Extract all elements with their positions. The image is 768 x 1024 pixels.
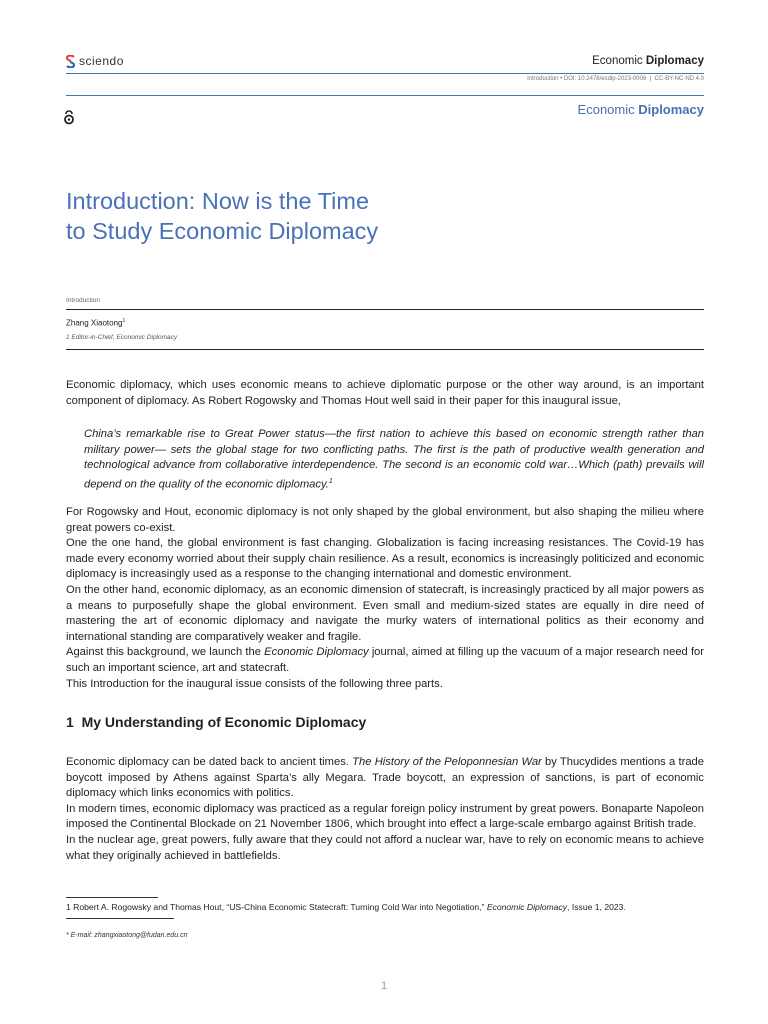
sciendo-s-icon <box>66 55 75 68</box>
body-block-1 <box>66 505 704 692</box>
p7-a: Economic diplomacy can be dated back to ancient times. <box>66 756 353 768</box>
journal2-prefix: Economic <box>577 102 639 117</box>
article-title <box>66 186 586 246</box>
journal-bold: Diplomacy <box>645 55 704 67</box>
author <box>66 318 125 328</box>
author-email: * E-mail: zhangxiaotong@fudan.edu.cn <box>66 932 188 939</box>
p6-text: This Introduction for the inaugural issue consists of the following three parts. <box>66 677 443 690</box>
p5-text <box>66 645 704 676</box>
header-rule <box>66 73 704 74</box>
author-rule <box>66 349 704 350</box>
open-access-icon <box>63 109 75 130</box>
p5-em: Economic Diplomacy <box>264 646 369 659</box>
footnote-rule-2 <box>66 918 174 919</box>
fn-b: , Issue 1, 2023. <box>567 902 626 912</box>
header-meta: Introduction • DOI: 10.2478/ecdip-2023-0006 | CC-BY-NC-ND 4.0 <box>527 76 704 82</box>
footnote-rule <box>66 897 158 898</box>
p7-b: by Thucydides mentions a trade boycott imposed by Athens against Sparta’s ally Megara. Trade boycott, an expression of sanctions, is part of economic diplomacy which links economics with politics. <box>66 756 704 800</box>
publisher-logo <box>66 54 124 68</box>
title-line-1: Introduction: Now is the Time <box>66 188 370 214</box>
p7-em: The History of the Peloponnesian War <box>352 756 542 768</box>
p9-text: In the nuclear age, great powers, fully aware that they could not afford a nuclear war, have to rely on economic means to achieve what they originally achieved in battlefields. <box>66 833 704 862</box>
block-quote <box>84 427 704 493</box>
journal-prefix: Economic <box>592 55 646 67</box>
p7-text <box>66 755 704 802</box>
body-block-2 <box>66 755 704 864</box>
page-number: 1 <box>380 980 388 992</box>
p5-a: Against this background, we launch the <box>66 646 265 659</box>
p2-text: For Rogowsky and Hout, economic diplomacy is not only shaped by the global environment, but also shaping the milieu where great powers co-exist. <box>66 506 704 534</box>
affiliation: 1 Editor-in-Chief, Economic Diplomacy <box>66 334 178 341</box>
section-rule <box>66 309 704 310</box>
publisher-name: sciendo <box>79 54 124 68</box>
paragraph-1 <box>66 378 704 409</box>
quote-sup: 1 <box>328 477 333 485</box>
author-sup: 1 <box>122 318 126 324</box>
fn-em: Economic Diplomacy <box>486 902 568 912</box>
p5-b: journal, aimed at filling up the vacuum of a major research need for such an important science, art and statecraft. <box>66 646 704 674</box>
author-name: Zhang Xiaotong <box>66 318 123 328</box>
journal-wordmark <box>578 102 704 117</box>
p3-text: One the one hand, the global environment is fast changing. Globalization is facing increasing resistances. The Covid-19 has made every economy worried about their supply chain resilience. As a result, economics is increasingly politicized and economic diplomacy is increasingly used as a response to the changing international and domestic environment. <box>66 537 704 581</box>
section-heading: 1 My Understanding of Economic Diplomacy <box>66 714 367 730</box>
header-rule-2 <box>66 95 704 96</box>
section-tag: Introduction <box>66 297 100 304</box>
journal2-bold: Diplomacy <box>638 102 704 117</box>
p4-text: On the other hand, economic diplomacy, as an economic dimension of statecraft, is increasingly practiced by all major powers as a means to purposefully shape the global environment. Even small and medium-sized states are equally in dire need of mastering the art of economic diplomacy and navigate the murky waters of international politics as their economy and international standing are comparatively weaker and fragile. <box>66 583 704 643</box>
fn-a: 1 Robert A. Rogowsky and Thomas Hout, “US-China Economic Statecraft: Turning Cold War into Negotiation,” <box>66 902 487 912</box>
footnote-1 <box>66 902 706 912</box>
title-line-2: to Study Economic Diplomacy <box>66 218 379 244</box>
p8-text: In modern times, economic diplomacy was practiced as a regular foreign policy instrument by great powers. Bonaparte Napoleon imposed the Continental Blockade on 21 November 1806, which brought into effect a large-scale embargo against British trade. <box>66 802 704 831</box>
header-journal-title <box>592 55 704 67</box>
p1-text: Economic diplomacy, which uses economic means to achieve diplomatic purpose or the other way around, is an important component of diplomacy. As Robert Rogowsky and Thomas Hout well said in their paper for this inaugural issue, <box>66 379 704 407</box>
quote-text: China’s remarkable rise to Great Power status—the first nation to achieve this based on economic strength rather than military power— sets the global stage for two conflicting paths. The first is the path of productive wealth generation and technological advance from collaborative interdependence. The second is an economic cold war…Which (path) prevails will depend on the quality of the economic diplomacy. <box>84 428 704 491</box>
